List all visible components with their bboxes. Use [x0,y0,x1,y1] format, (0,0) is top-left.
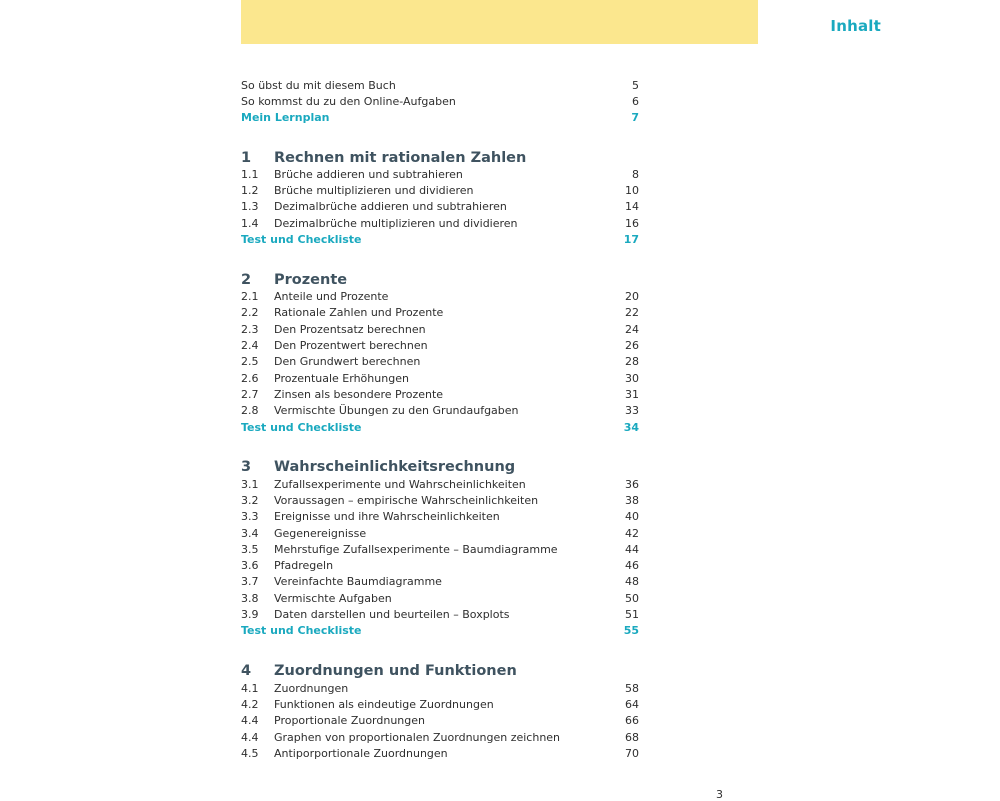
toc-entry-title: Voraussagen – empirische Wahrscheinlichkeiten [274,494,539,507]
toc-entry-title: Dezimalbrüche addieren und subtrahieren [274,200,507,213]
toc-entry[interactable] [241,477,639,493]
toc-entry[interactable] [241,591,639,607]
toc-entry-number: 1.1 [241,168,259,181]
toc-entry-title: Test und Checkliste [241,624,362,637]
toc-entry-title: Den Prozentsatz berechnen [274,323,426,336]
toc-entry-title: Brüche multiplizieren und dividieren [274,184,474,197]
toc-entry-page: 46 [625,559,639,572]
toc-entry-title: Anteile und Prozente [274,290,389,303]
toc-entry-page: 26 [625,339,639,352]
toc-entry-title: Gegenereignisse [274,527,367,540]
chapter-title: Zuordnungen und Funktionen [274,663,517,679]
toc-entry-title: Rationale Zahlen und Prozente [274,306,444,319]
toc-entry-page: 38 [625,494,639,507]
toc-entry-page: 64 [625,698,639,711]
toc-entry-title: Zufallsexperimente und Wahrscheinlichkeiten [274,478,526,491]
toc-entry-page: 48 [625,575,639,588]
toc-entry-number: 3.8 [241,592,259,605]
toc-entry-title: Dezimalbrüche multiplizieren und dividieren [274,217,518,230]
toc-entry-page: 16 [625,217,639,230]
toc-entry[interactable] [241,403,639,419]
toc-entry-number: 2.4 [241,339,259,352]
toc-entry[interactable] [241,289,639,305]
toc-entry[interactable] [241,167,639,183]
toc-entry-number: 1.2 [241,184,259,197]
toc-entry-number: 3.9 [241,608,259,621]
toc-entry-number: 3.4 [241,527,259,540]
toc-entry-title: Proportionale Zuordnungen [274,714,426,727]
chapter-heading[interactable] [241,456,639,478]
toc-entry-title: Antiporportionale Zuordnungen [274,747,448,760]
toc-entry[interactable] [241,199,639,215]
toc-entry[interactable] [241,322,639,338]
toc-entry-page: 44 [625,543,639,556]
toc-entry-page: 51 [625,608,639,621]
toc-entry-test[interactable] [241,232,639,248]
toc-entry-number: 1.4 [241,217,259,230]
toc-entry-title: Brüche addieren und subtrahieren [274,168,463,181]
toc-entry-page: 36 [625,478,639,491]
toc-entry-title: So kommst du zu den Online-Aufgaben [241,95,456,108]
toc-entry-number: 4.2 [241,698,259,711]
toc-entry-title: Mehrstufige Zufallsexperimente – Baumdiagramme [274,543,558,556]
chapter-heading[interactable] [241,660,639,682]
toc-entry[interactable] [241,493,639,509]
chapter-heading[interactable] [241,269,639,291]
toc-entry-page: 5 [632,79,639,92]
toc-entry-title: Den Grundwert berechnen [274,355,421,368]
toc-entry-title: Test und Checkliste [241,233,362,246]
toc-entry[interactable] [241,558,639,574]
chapter-number: 3 [241,459,252,475]
toc-entry-page: 6 [632,95,639,108]
page-number: 3 [716,788,723,801]
toc-entry[interactable] [241,713,639,729]
toc-entry-number: 2.7 [241,388,259,401]
toc-entry-number: 3.2 [241,494,259,507]
toc-entry-page: 66 [625,714,639,727]
toc-entry-title: Vermischte Aufgaben [274,592,392,605]
toc-entry-page: 68 [625,731,639,744]
toc-entry-title: Daten darstellen und beurteilen – Boxplots [274,608,510,621]
toc-entry-page: 17 [623,233,639,246]
chapter-title: Rechnen mit rationalen Zahlen [274,150,527,166]
toc-entry-title: Zuordnungen [274,682,349,695]
toc-entry-number: 2.6 [241,372,259,385]
header-band [241,0,758,44]
toc-entry[interactable] [241,697,639,713]
toc-entry-page: 42 [625,527,639,540]
toc-entry-page: 58 [625,682,639,695]
toc-entry-title: Ereignisse und ihre Wahrscheinlichkeiten [274,510,500,523]
toc-entry-number: 1.3 [241,200,259,213]
toc-entry[interactable] [241,526,639,542]
toc-entry[interactable] [241,607,639,623]
toc-entry-test[interactable] [241,420,639,436]
chapter-number: 1 [241,150,252,166]
toc-entry[interactable] [241,746,639,762]
chapter-heading[interactable] [241,147,639,169]
toc-entry[interactable] [241,681,639,697]
toc-entry-number: 2.1 [241,290,259,303]
toc-entry-page: 31 [625,388,639,401]
toc-entry-title: Funktionen als eindeutige Zuordnungen [274,698,494,711]
toc-entry-number: 2.8 [241,404,259,417]
toc-entry-number: 2.3 [241,323,259,336]
toc-entry-number: 4.4 [241,714,259,727]
toc-entry-number: 3.6 [241,559,259,572]
toc-entry-title: Vereinfachte Baumdiagramme [274,575,442,588]
toc-entry[interactable] [241,730,639,746]
toc-entry-title: Den Prozentwert berechnen [274,339,428,352]
toc-entry[interactable] [241,574,639,590]
toc-entry[interactable] [241,305,639,321]
toc-entry[interactable] [241,183,639,199]
toc-entry-test[interactable] [241,623,639,639]
toc-entry-title: Mein Lernplan [241,111,330,124]
toc-entry-number: 3.1 [241,478,259,491]
toc-entry-page: 7 [631,111,639,124]
toc-entry-number: 2.5 [241,355,259,368]
toc-entry-page: 34 [623,421,639,434]
toc-entry-title: Test und Checkliste [241,421,362,434]
toc-entry-number: 3.5 [241,543,259,556]
toc-entry[interactable] [241,509,639,525]
toc-entry-title: So übst du mit diesem Buch [241,79,396,92]
toc-entry-page: 10 [625,184,639,197]
toc-entry-page: 20 [625,290,639,303]
toc-entry-number: 3.3 [241,510,259,523]
toc-entry[interactable] [241,354,639,370]
toc-entry-title: Vermischte Übungen zu den Grundaufgaben [274,404,519,417]
toc-entry[interactable] [241,371,639,387]
toc-entry[interactable] [241,78,639,94]
toc-entry-page: 30 [625,372,639,385]
toc-entry[interactable] [241,387,639,403]
toc-entry[interactable] [241,94,639,110]
toc-entry-page: 24 [625,323,639,336]
toc-entry-title: Prozentuale Erhöhungen [274,372,409,385]
toc-entry[interactable] [241,542,639,558]
chapter-title: Prozente [274,272,348,288]
toc-entry-page: 40 [625,510,639,523]
toc-entry-page: 70 [625,747,639,760]
toc-entry-title: Zinsen als besondere Prozente [274,388,444,401]
toc-entry-page: 14 [625,200,639,213]
toc-entry-number: 4.1 [241,682,259,695]
toc-entry[interactable] [241,216,639,232]
toc-entry-number: 4.4 [241,731,259,744]
toc-entry-page: 50 [625,592,639,605]
chapter-number: 2 [241,272,252,288]
toc-entry-page: 33 [625,404,639,417]
toc-entry-number: 4.5 [241,747,259,760]
page-title: Inhalt [830,17,881,35]
toc-entry-lernplan[interactable] [241,110,639,126]
toc-entry-page: 8 [632,168,639,181]
toc-entry-page: 55 [623,624,639,637]
toc-entry[interactable] [241,338,639,354]
toc-entry-page: 22 [625,306,639,319]
toc-entry-title: Pfadregeln [274,559,334,572]
toc-entry-title: Graphen von proportionalen Zuordnungen zeichnen [274,731,561,744]
chapter-title: Wahrscheinlichkeitsrechnung [274,459,516,475]
toc-entry-number: 3.7 [241,575,259,588]
toc-entry-page: 28 [625,355,639,368]
chapter-number: 4 [241,663,252,679]
toc-entry-number: 2.2 [241,306,259,319]
